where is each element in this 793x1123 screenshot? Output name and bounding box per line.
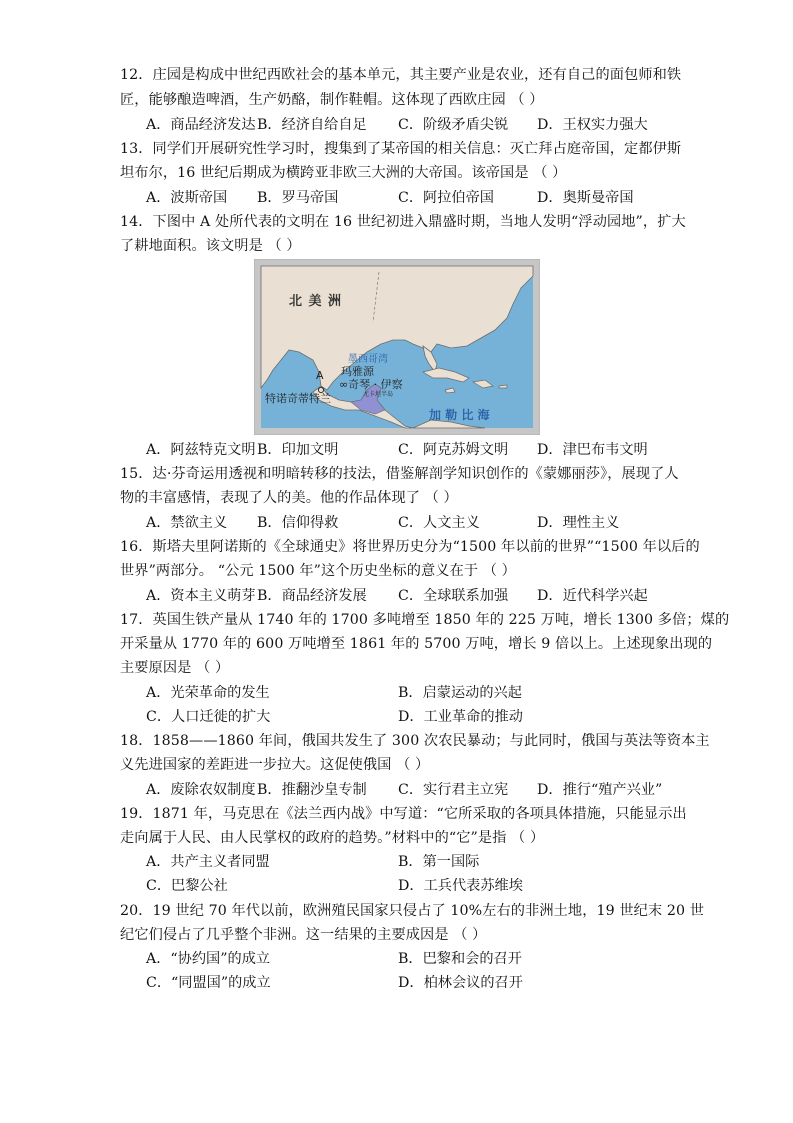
q13-option-b[interactable]: B．罗马帝国 [257, 190, 339, 206]
q12-stem-line-1: 12．庄园是构成中世纪西欧社会的基本单元，其主要产业是农业，还有自己的面包师和铁 [120, 67, 682, 83]
q12-option-b[interactable]: B．经济自给自足 [257, 117, 367, 133]
q15-option-c[interactable]: C．人文主义 [398, 515, 480, 531]
q13-option-d[interactable]: D．奥斯曼帝国 [537, 190, 634, 206]
map-graphic [255, 260, 539, 434]
q19-option-a[interactable]: A．共产主义者同盟 [146, 854, 270, 870]
q12-option-a[interactable]: A．商品经济发达 [146, 117, 256, 133]
q14-option-b[interactable]: B．印加文明 [257, 442, 339, 458]
q18-option-a[interactable]: A．废除农奴制度 [146, 782, 256, 798]
q19-option-d[interactable]: D．工兵代表苏维埃 [398, 878, 523, 894]
q19-stem-line-1: 19．1871 年，马克思在《法兰西内战》中写道：“它所采取的各项具体措施，只能显示出 [120, 806, 687, 822]
q17-stem-line-3: 主要原因是 （ ） [120, 660, 230, 676]
q16-stem-line-1: 16．斯塔夫里阿诺斯的《全球通史》将世界历史分为“1500 年以前的世界”“1500 年以后的 [120, 539, 700, 555]
q19-stem-line-2: 走向属于人民、由人民掌权的政府的趋势。”材料中的“它”是指 （ ） [120, 830, 545, 846]
q15-option-d[interactable]: D．理性主义 [537, 515, 620, 531]
q15-stem-line-2: 物的丰富感情，表现了人的美。他的作品体现了 （ ） [120, 490, 458, 506]
q15-option-a[interactable]: A．禁欲主义 [146, 515, 228, 531]
q12-option-d[interactable]: D．王权实力强大 [537, 117, 648, 133]
q14-stem-line-2: 了耕地面积。该文明是 （ ） [120, 238, 301, 254]
map-label-yucatan: 尤卡坦半岛 [363, 391, 394, 398]
q19-option-b[interactable]: B．第一国际 [398, 854, 480, 870]
q16-option-d[interactable]: D．近代科学兴起 [537, 588, 648, 604]
q12-option-c[interactable]: C．阶级矛盾尖锐 [398, 117, 509, 133]
q18-option-c[interactable]: C．实行君主立宪 [398, 782, 509, 798]
q13-option-c[interactable]: C．阿拉伯帝国 [398, 190, 494, 206]
q20-option-a[interactable]: A．“协约国”的成立 [146, 951, 271, 967]
map-marker-a-label: A [316, 369, 324, 382]
q18-option-b[interactable]: B．推翻沙皇专制 [257, 782, 367, 798]
mesoamerica-map [254, 259, 540, 435]
q13-option-a[interactable]: A．波斯帝国 [146, 190, 228, 206]
q14-option-d[interactable]: D．津巴布韦文明 [537, 442, 648, 458]
q20-stem-line-2: 纪它们侵占了几乎整个非洲。这一结果的主要成因是 （ ） [120, 927, 487, 943]
q13-stem-line-2: 坦布尔，16 世纪后期成为横跨亚非欧三大洲的大帝国。该帝国是 （ ） [120, 165, 567, 181]
q19-option-c[interactable]: C．巴黎公社 [146, 878, 228, 894]
q17-option-c[interactable]: C．人口迁徙的扩大 [146, 709, 271, 725]
map-label-north-america: 北 美 洲 [289, 294, 343, 309]
q17-option-b[interactable]: B．启蒙运动的兴起 [398, 685, 522, 701]
q14-option-c[interactable]: C．阿克苏姆文明 [398, 442, 509, 458]
q20-option-d[interactable]: D．柏林会议的召开 [398, 975, 523, 991]
q20-stem-line-1: 20．19 世纪 70 年代以前，欧洲殖民国家只侵占了 10%左右的非洲土地，19 世纪末 20 世 [120, 903, 704, 919]
map-label-caribbean: 加 勒 比 海 [429, 408, 490, 422]
q16-option-c[interactable]: C．全球联系加强 [398, 588, 509, 604]
q20-option-c[interactable]: C．“同盟国”的成立 [146, 975, 271, 991]
q12-stem-line-2: 匠，能够酿造啤酒，生产奶酪，制作鞋帽。这体现了西欧庄园 （ ） [120, 92, 544, 108]
q13-stem-line-1: 13．同学们开展研究性学习时，搜集到了某帝国的相关信息：灭亡拜占庭帝国，定都伊斯 [120, 141, 682, 157]
q14-stem-line-1: 14．下图中 A 处所代表的文明在 16 世纪初进入鼎盛时期，当地人发明“浮动园地”，扩大 [120, 214, 686, 230]
q17-stem-line-1: 17．英国生铁产量从 1740 年的 1700 多吨增至 1850 年的 225 万吨，增长 1300 多倍；煤的 [120, 612, 730, 628]
q16-stem-line-2: 世界”两部分。 “公元 1500 年”这个历史坐标的意义在于 （ ） [120, 563, 516, 579]
map-label-gulf-of-mexico: 墨西哥湾 [348, 354, 388, 365]
q17-stem-line-2: 开采量从 1770 年的 600 万吨增至 1861 年的 5700 万吨，增长 9 倍以上。上述现象出现的 [120, 636, 713, 652]
q15-option-b[interactable]: B．信仰得救 [257, 515, 339, 531]
q16-option-a[interactable]: A．资本主义萌芽 [146, 588, 256, 604]
q14-option-a[interactable]: A．阿兹特克文明 [146, 442, 256, 458]
map-label-teotihuacan: 特诺奇蒂特兰 [265, 392, 331, 405]
map-label-chichen-itza: ∞奇琴 · 伊察 [339, 378, 403, 391]
q15-stem-line-1: 15．达·芬奇运用透视和明暗转移的技法，借鉴解剖学知识创作的《蒙娜丽莎》，展现了人 [120, 466, 679, 482]
q18-option-d[interactable]: D．推行“殖产兴业” [537, 782, 663, 798]
map-label-maya: 玛雅源 [341, 365, 374, 378]
q17-option-d[interactable]: D．工业革命的推动 [398, 709, 523, 725]
q16-option-b[interactable]: B．商品经济发展 [257, 588, 367, 604]
q18-stem-line-1: 18．1858——1860 年间，俄国共发生了 300 次农民暴动；与此同时，俄国与英法等资本主 [120, 733, 710, 749]
q20-option-b[interactable]: B．巴黎和会的召开 [398, 951, 522, 967]
q17-option-a[interactable]: A．光荣革命的发生 [146, 685, 270, 701]
q18-stem-line-2: 义先进国家的差距进一步拉大。这促使俄国 （ ） [120, 757, 430, 773]
